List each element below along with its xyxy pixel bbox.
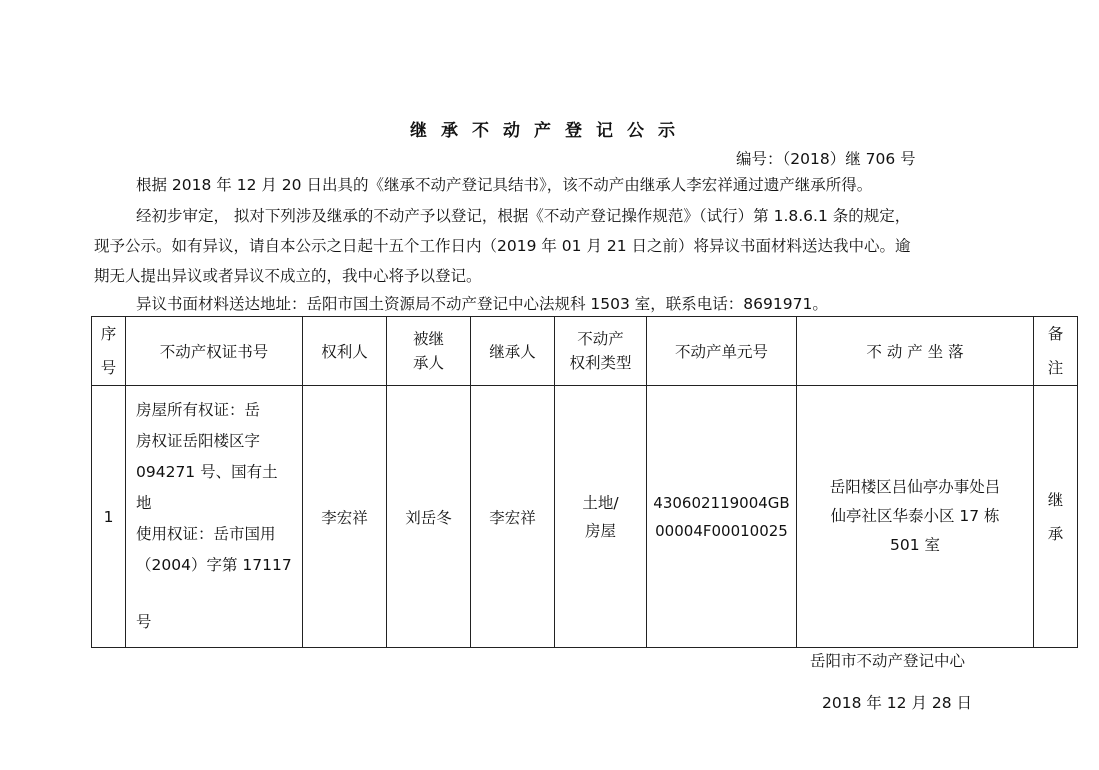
issuer-name: 岳阳市不动产登记中心 — [810, 652, 966, 670]
cell-decedent: 刘岳冬 — [387, 386, 471, 648]
header-remark: 备注 — [1034, 317, 1078, 386]
header-decedent: 被继 承人 — [387, 317, 471, 386]
paragraph-address: 异议书面材料送达地址：岳阳市国土资源局不动产登记中心法规科 1503 室，联系电话：8691971。 — [136, 295, 828, 313]
table-row — [92, 386, 1078, 648]
paragraph-basis: 根据 2018 年 12 月 20 日出具的《继承不动产登记具结书》，该不动产由继承人李宏祥通过遗产继承所得。 — [136, 176, 873, 194]
header-unit-no: 不动产单元号 — [647, 317, 797, 386]
cell-seq: 1 — [92, 386, 126, 648]
document-title: 继承不动产登记公示 — [410, 121, 689, 141]
header-seq: 序号 — [92, 317, 126, 386]
header-cert-no: 不动产权证书号 — [126, 317, 303, 386]
paragraph-review-line1: 经初步审定， 拟对下列涉及继承的不动产予以登记，根据《不动产登记操作规范》（试行）第 1.8.6.1 条的规定， — [136, 207, 911, 225]
cell-holder: 李宏祥 — [303, 386, 387, 648]
header-heir: 继承人 — [471, 317, 555, 386]
paragraph-review-line2: 现予公示。如有异议，请自本公示之日起十五个工作日内（2019 年 01 月 21 日之前）将异议书面材料送达我中心。逾 — [94, 237, 911, 255]
cell-right-type: 土地/ 房屋 — [555, 386, 647, 648]
cell-heir: 李宏祥 — [471, 386, 555, 648]
issue-date: 2018 年 12 月 28 日 — [822, 694, 973, 712]
table-header-row — [92, 317, 1078, 386]
header-right-type: 不动产 权利类型 — [555, 317, 647, 386]
registration-table — [91, 316, 1078, 648]
header-holder: 权利人 — [303, 317, 387, 386]
cell-cert-no: 房屋所有权证：岳 房权证岳阳楼区字 094271 号、国有土地 使用权证：岳市国用 （2004）字第 17117 号 — [126, 386, 303, 648]
cell-remark: 继承 — [1034, 386, 1078, 648]
cell-unit-no: 430602119004GB 00004F00010025 — [647, 386, 797, 648]
cell-location: 岳阳楼区吕仙亭办事处吕 仙亭社区华泰小区 17 栋 501 室 — [797, 386, 1034, 648]
header-location: 不 动 产 坐 落 — [797, 317, 1034, 386]
paragraph-review-line3: 期无人提出异议或者异议不成立的，我中心将予以登记。 — [94, 267, 482, 285]
document-number: 编号：（2018）继 706 号 — [736, 150, 916, 168]
